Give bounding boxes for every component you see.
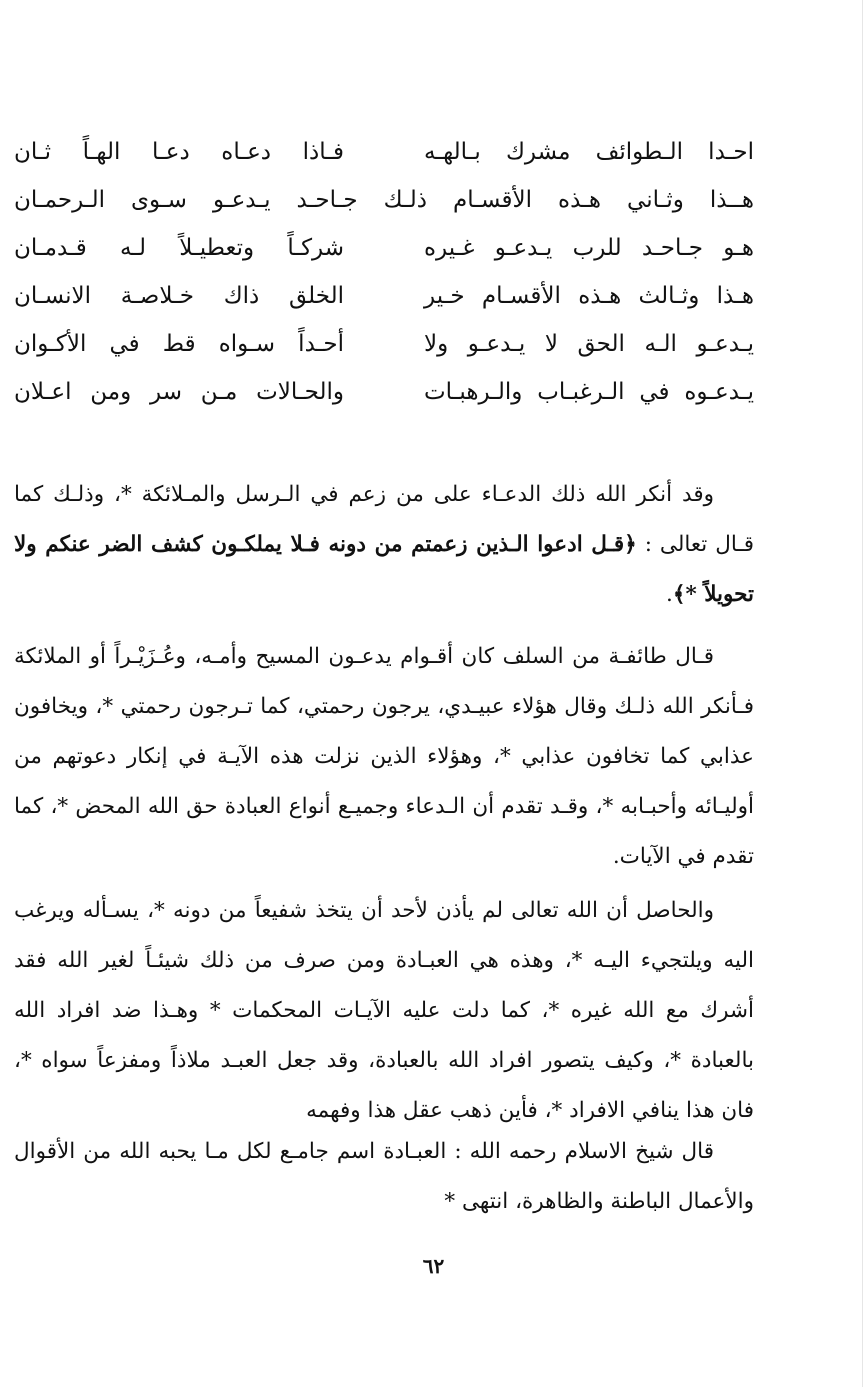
verse-first-hemistich: يـدعـوه في الـرغبـاب والـرهبـات bbox=[424, 379, 754, 405]
paragraph-intro: وقد أنكر الله ذلك الدعـاء على من زعم في الـرسل والمـلائكة *، وذلـك كما قـال تعالى : bbox=[14, 482, 754, 557]
verse-second-hemistich: شركـاً وتعطيـلاً لـه قـدمـان bbox=[14, 235, 344, 261]
verse-line bbox=[14, 176, 754, 224]
verse-first-hemistich: هـذا وثـالث هـذه الأقسـام خـير bbox=[424, 283, 754, 309]
page-edge-line bbox=[862, 0, 863, 1387]
verse-first-hemistich: هـو جـاحـد للرب يـدعـو غـيره bbox=[424, 235, 754, 261]
verse-second-hemistich: والحـالات مـن سر ومن اعـلان bbox=[14, 379, 344, 405]
paragraph: قال شيخ الاسلام رحمه الله : العبـادة اسم جامـع لكل مـا يحبه الله من الأقوال والأعمال الباطنة والظاهرة، انتهى * bbox=[14, 1139, 754, 1214]
paragraph-salaf bbox=[14, 632, 754, 882]
paragraph: والحاصل أن الله تعالى لم يأذن لأحد أن يتخذ شفيعاً من دونه *، يسـأله ويرغب اليه ويلتجيء اليـه *، وهذه هي العبـادة ومن صرف من ذلك شيئـاً لغير الله فقد أشرك مع الله غيره *، كما دلت عليه الآيـات المحكمات * وهـذا ضد افراد الله بالعبادة *، وكيف يتصور افراد الله بالعبادة، وقد جعل العبـد ملاذاً ومفزعاً سواه *، فان هذا ينافي الافراد *، فأين ذهب عقل هذا وفهمه bbox=[14, 898, 754, 1123]
verse-first-hemistich: احـدا الـطوائف مشرك بـالهـه bbox=[424, 139, 754, 165]
paragraph-end: . bbox=[666, 582, 673, 607]
verse-second-hemistich: أحـداً سـواه قط في الأكـوان bbox=[14, 331, 344, 357]
verse-full-line: هــذا وثـاني هـذه الأقسـام ذلـك جـاحـد يـدعـو سـوى الـرحمـان bbox=[14, 187, 754, 213]
paragraph-conclusion bbox=[14, 886, 754, 1136]
paragraph-ibn-taymiyyah bbox=[14, 1127, 754, 1227]
verse-line bbox=[14, 128, 754, 176]
page-number: ٦٢ bbox=[422, 1254, 445, 1278]
verse-second-hemistich: الخلق ذاك خـلاصـة الانسـان bbox=[14, 283, 344, 309]
verse-line bbox=[14, 368, 754, 416]
quran-quote: ﴿قـل ادعوا الـذين زعمتم من دونه فـلا يملكـون كشف الضر عنكم ولا تحويلاً *﴾ bbox=[14, 532, 754, 607]
paragraph bbox=[14, 470, 754, 620]
verse-line bbox=[14, 320, 754, 368]
verse-line bbox=[14, 272, 754, 320]
verse-line bbox=[14, 224, 754, 272]
verse-first-hemistich: يـدعـو الـه الحق لا يـدعـو ولا bbox=[424, 331, 754, 357]
paragraph: قـال طائفـة من السلف كان أقـوام يدعـون المسيح وأمـه، وعُـزَيْـراً أو الملائكة فـأنكر الله ذلـك وقال هؤلاء عبيـدي، يرجون رحمتي، كما تـرجون رحمتي *، ويخافون عذابي كما تخافون عذابي *، وهؤلاء الذين نزلت هذه الآيـة في إنكار دعوتهم من أوليـائه وأحبـابه *، وقـد تقدم أن الـدعاء وجميـع أنواع العبادة حق الله المحض *، كما تقدم في الآيات. bbox=[14, 644, 754, 869]
verse-second-hemistich: فـاذا دعـاه دعـا الهـاً ثـان bbox=[14, 139, 344, 165]
poem-verses bbox=[14, 128, 754, 416]
paragraph-quran-citation bbox=[14, 470, 754, 620]
